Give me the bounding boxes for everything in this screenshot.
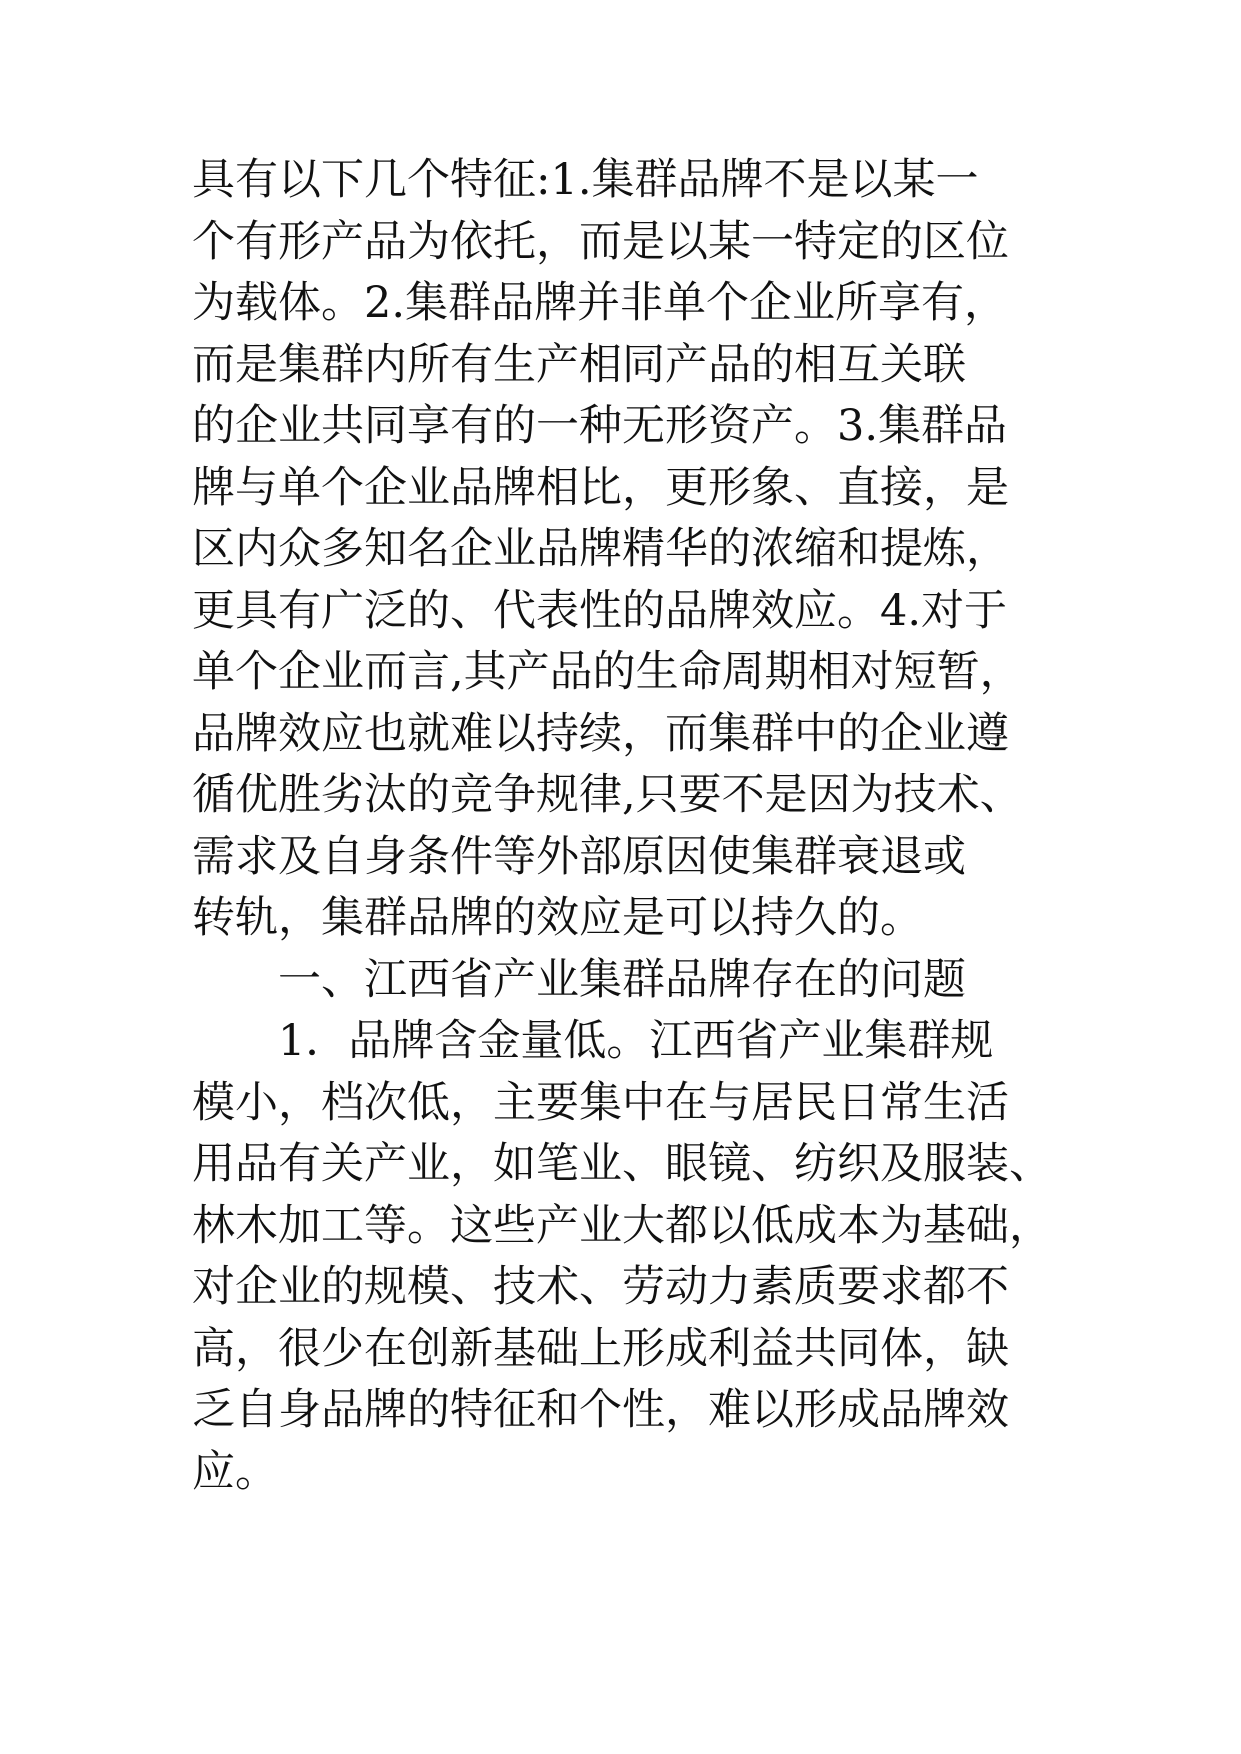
text-line: 林木加工等。这些产业大都以低成本为基础， [192, 1200, 1052, 1251]
text-line: 的企业共同享有的一种无形资产。3.集群品 [192, 401, 1008, 451]
text-line: 品牌效应也就难以持续，而集群中的企业遵 [192, 708, 1009, 759]
text-line: 单个企业而言,其产品的生命周期相对短暂， [192, 647, 1023, 697]
text-line: 为载体。2.集群品牌并非单个企业所享有， [192, 278, 1008, 328]
text-line: 应。 [192, 1446, 278, 1497]
text-line: 区内众多知名企业品牌精华的浓缩和提炼， [192, 524, 1009, 574]
text-line: 牌与单个企业品牌相比，更形象、直接，是 [192, 462, 1009, 513]
text-line: 用品有关产业，如笔业、眼镜、纺织及服装、 [192, 1139, 1052, 1189]
text-line: 对企业的规模、技术、劳动力素质要求都不 [192, 1262, 1009, 1312]
text-line: 高，很少在创新基础上形成利益共同体，缺 [192, 1323, 1009, 1374]
text-line: 乏自身品牌的特征和个性，难以形成品牌效 [192, 1385, 1009, 1435]
text-line: 而是集群内所有生产相同产品的相互关联 [192, 339, 966, 390]
text-line: 更具有广泛的、代表性的品牌效应。4.对于 [192, 585, 1008, 636]
section-heading: 一、江西省产业集群品牌存在的问题 [278, 954, 966, 1005]
text-line: 个有形产品为依托，而是以某一特定的区位 [192, 216, 1009, 267]
text-line: 具有以下几个特征:1.集群品牌不是以某一 [192, 155, 979, 205]
text-line: 需求及自身条件等外部原因使集群衰退或 [192, 831, 966, 882]
body-text [192, 150, 1072, 1503]
text-line: 循优胜劣汰的竞争规律,只要不是因为技术、 [192, 770, 1023, 820]
text-line: 转轨，集群品牌的效应是可以持久的。 [192, 893, 923, 943]
text-line: 1．品牌含金量低。江西省产业集群规 [278, 1016, 994, 1066]
text-line: 模小，档次低，主要集中在与居民日常生活 [192, 1077, 1009, 1128]
